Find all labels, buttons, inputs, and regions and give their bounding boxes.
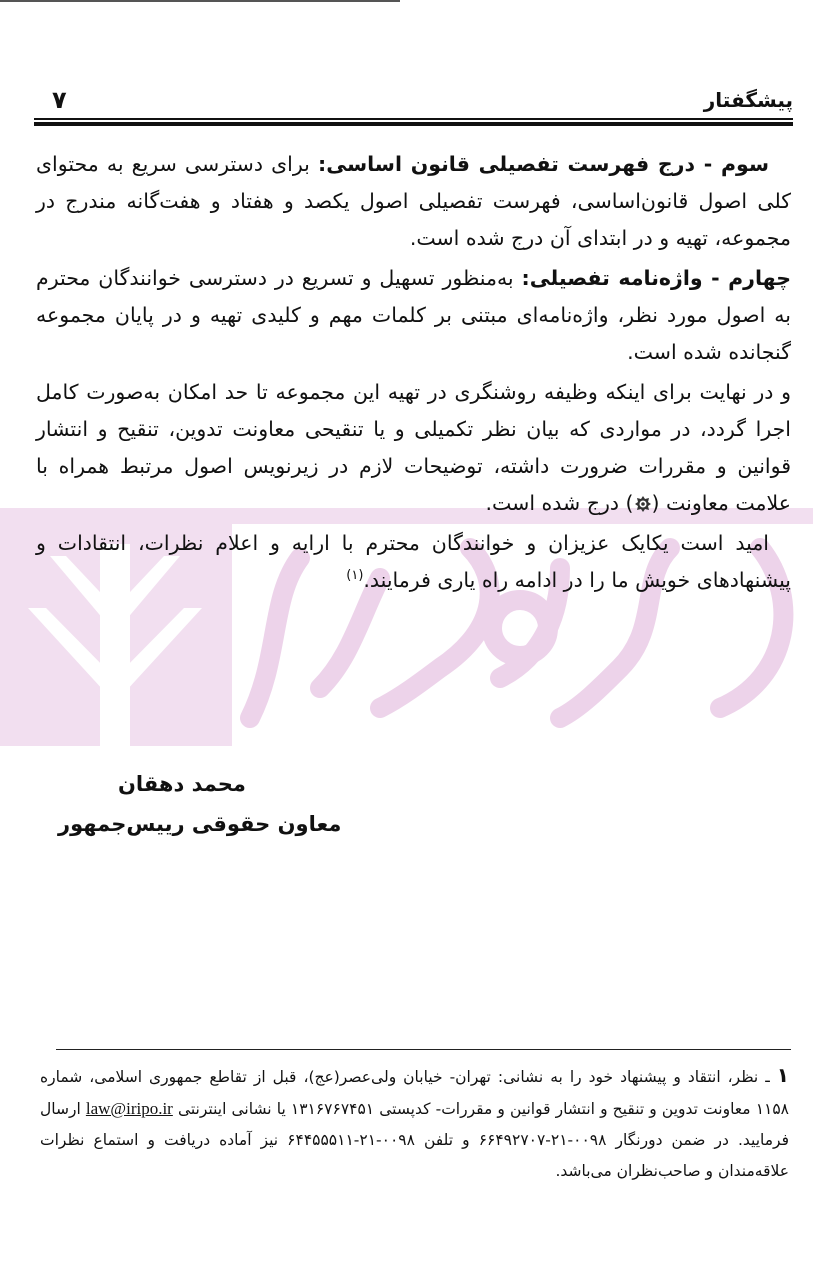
paragraph-text: و در نهایت برای اینکه وظیفه روشنگری در تهیه این مجموعه تا حد امکان به‌صورت کامل اجرا گردد، در مواردی که بیان نظر تکمیلی و یا تنقیحی معاونت تدوین، تنقیح و انتشار قوانین و مقررات ضرورت داشته، توضیحات لازم در زیرنویس اصول مرتبط همراه با علامت معاونت ( [36, 380, 791, 515]
paragraph-text: برای دسترسی سریع به محتوای کلی اصول قانون‌اساسی، فهرست تفصیلی اصول یکصد و هفتاد و هفت‌گانه مندرج در مجموعه، تهیه و در ابتدای آن درج شده است. [36, 152, 791, 250]
footnote [40, 1060, 789, 1187]
paragraph-text: ) درج شده است. [485, 491, 634, 515]
body-text [36, 146, 791, 602]
page-number: ۷ [52, 86, 67, 114]
paragraph-table-of-contents [36, 146, 791, 257]
footnote-number: ۱ [776, 1063, 789, 1087]
scan-edge-line [0, 0, 400, 2]
footnote-text: ارسال فرمایید. در ضمن دورنگار ۰۰۹۸-۲۱-۶۶۴۹۲۷۰۷ و تلفن ۰۰۹۸-۲۱-۶۴۴۵۵۵۱۱ نیز آماده دریافت و استماع نظرات علاقه‌مندان و صاحب‌نظران می‌باشد. [40, 1100, 789, 1180]
paragraph-closing [36, 525, 791, 599]
signatory-title: معاون حقوقی رییس‌جمهور [58, 812, 342, 836]
paragraph-text: به‌منظور تسهیل و تسریع در دسترسی خوانندگان محترم به اصول مورد نظر، واژه‌نامه‌ای مبتنی بر کلمات مهم و کلیدی تهیه و در پایان مجموعه گنجانده شده است. [36, 266, 791, 364]
vice-presidency-mark-icon [635, 487, 651, 503]
running-head [34, 88, 793, 128]
paragraph-glossary [36, 260, 791, 371]
signature-block [58, 764, 358, 844]
footnote-rule [56, 1049, 791, 1050]
footnote-text: ـ نظر، انتقاد و پیشنهاد خود را به نشانی: تهران- خیابان ولی‌عصر(عج)، قبل از تقاطع جمهوری اسلامی، شماره ۱۱۵۸ معاونت تدوین و تنقیح و انتشار قوانین و مقررات- کدپستی ۱۳۱۶۷۶۷۴۵۱ یا نشانی اینترنتی [40, 1068, 790, 1118]
signatory-name: محمد دهقان [118, 772, 246, 796]
header-rule-thick [34, 122, 793, 126]
paragraph-heading: چهارم - واژه‌نامه تفصیلی: [521, 266, 791, 290]
paragraph-heading: سوم - درج فهرست تفصیلی قانون اساسی: [318, 152, 770, 176]
paragraph-text: امید است یکایک عزیزان و خوانندگان محترم با ارایه و اعلام نظرات، انتقادات و پیشنهادهای خویش ما را در ادامه راه یاری فرمایند. [36, 531, 791, 592]
email-link[interactable]: law@iripo.ir [85, 1099, 173, 1118]
running-title: پیشگفتار [703, 88, 793, 112]
paragraph-clarification [36, 374, 791, 522]
header-rule-thin [34, 118, 793, 120]
footnote-reference[interactable]: (۱) [346, 568, 364, 584]
